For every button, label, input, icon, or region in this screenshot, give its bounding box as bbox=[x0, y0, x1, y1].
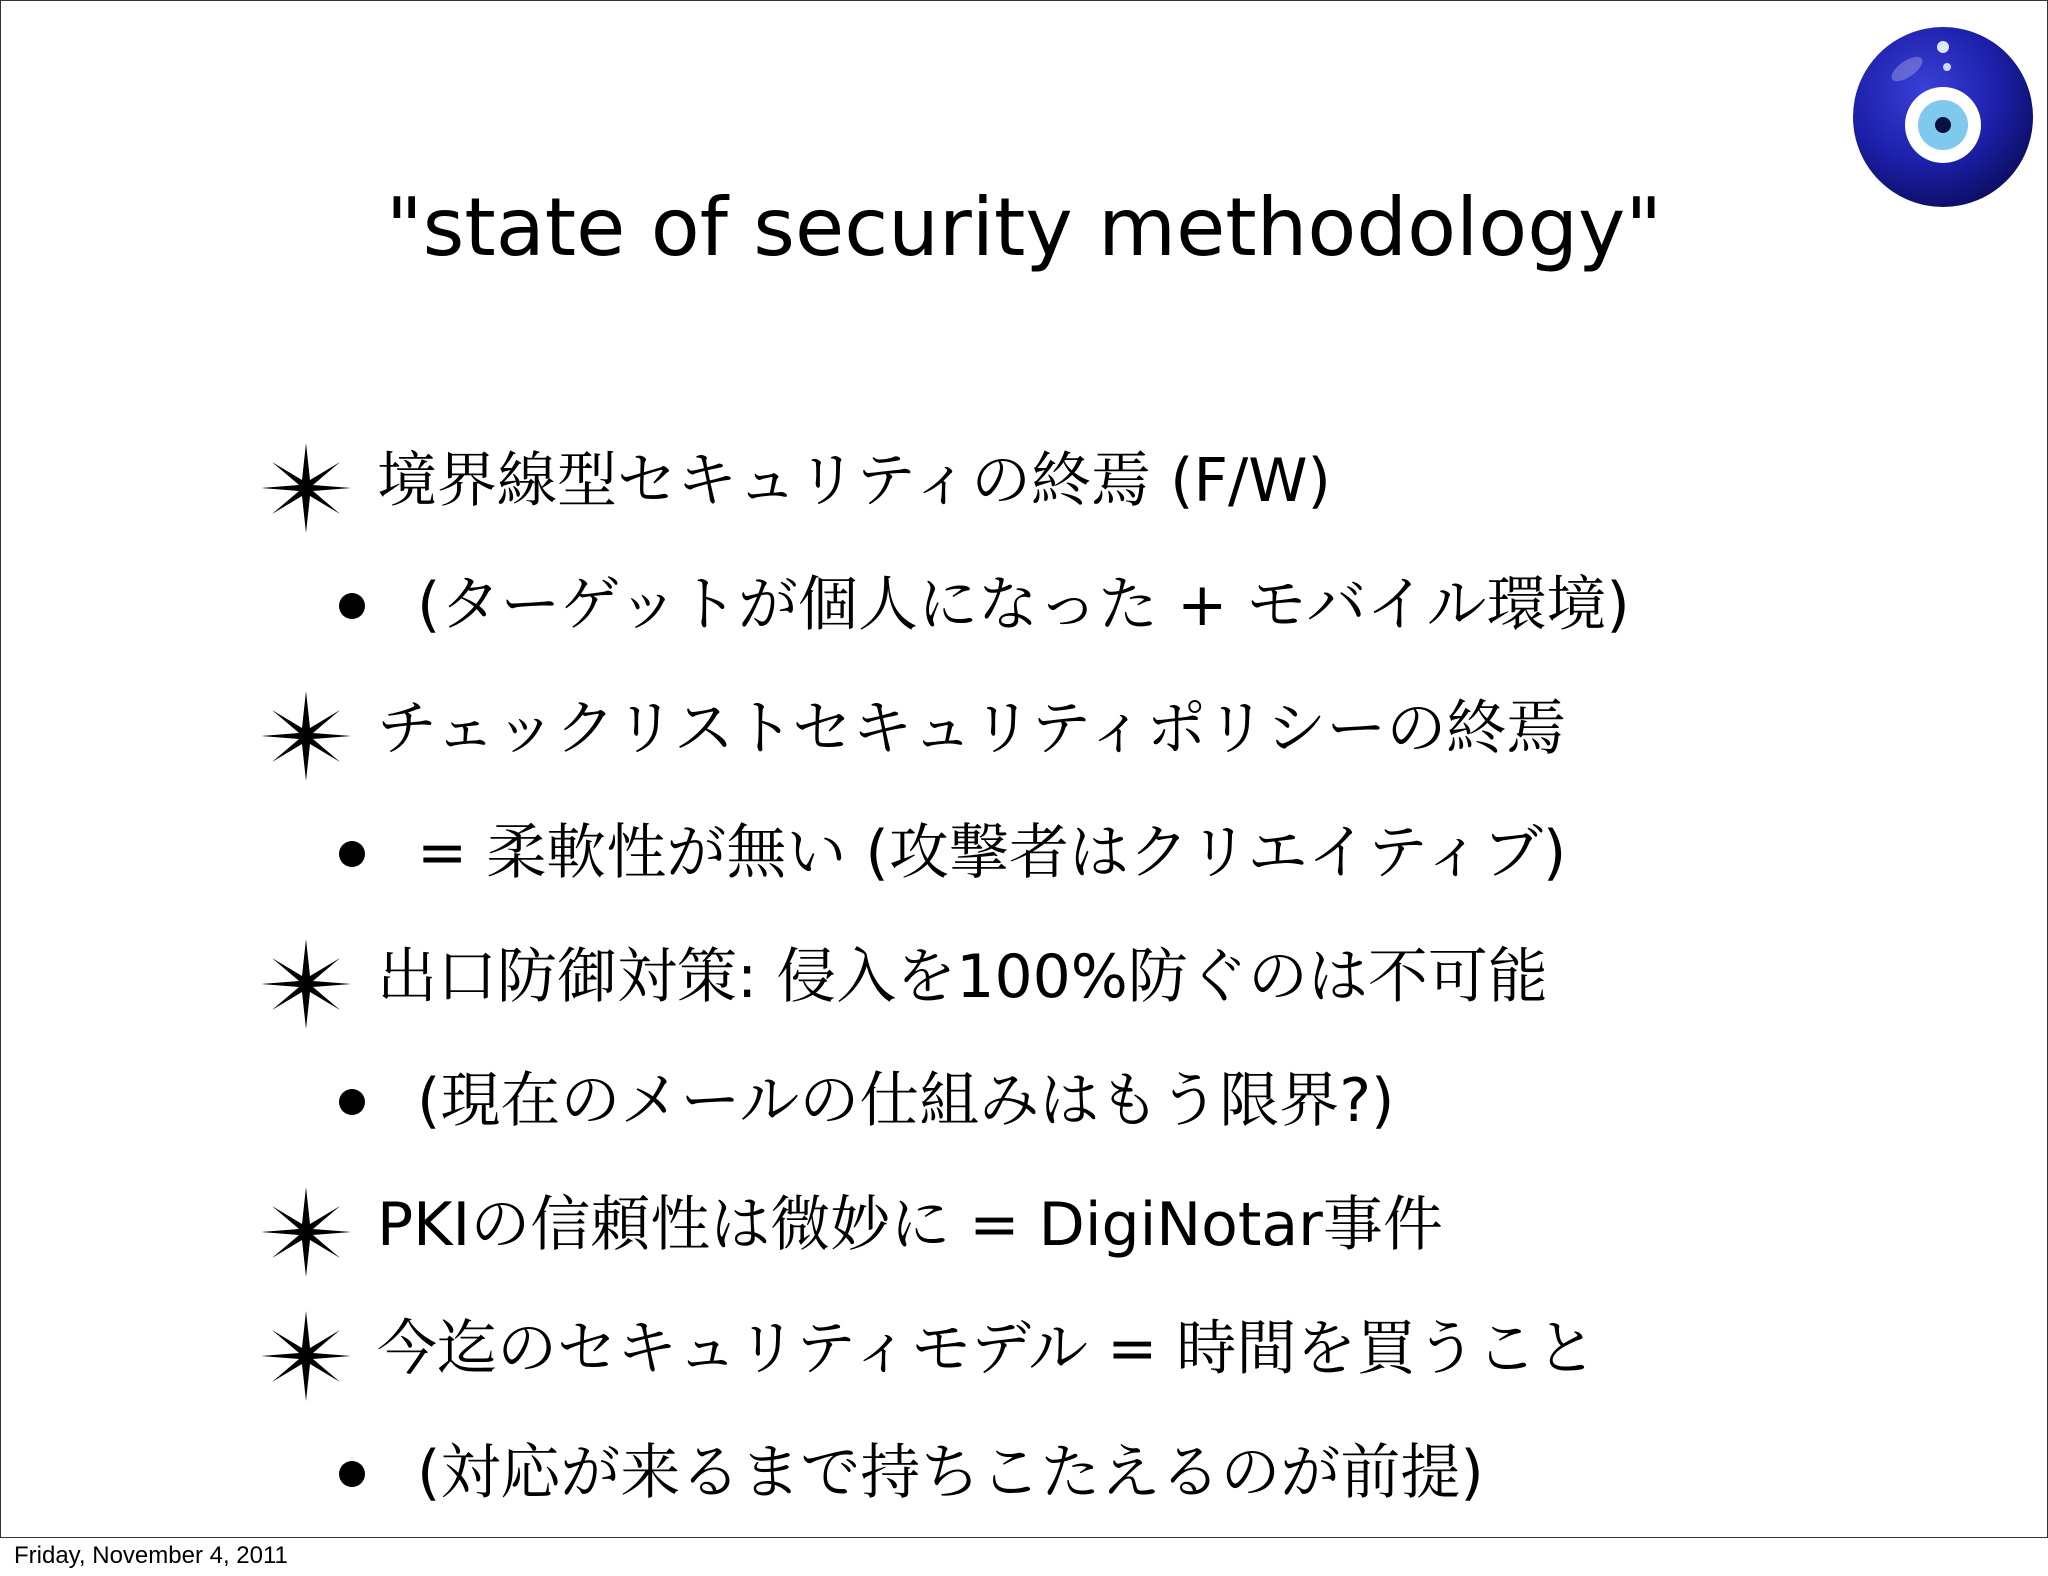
dot-bullet-icon bbox=[339, 1461, 365, 1487]
bullet-text: 出口防御対策: 侵入を100%防ぐのは不可能 bbox=[377, 942, 1548, 1012]
star-bullet-icon bbox=[261, 1187, 351, 1277]
dot-bullet-icon bbox=[339, 1089, 365, 1115]
bullet-text: チェックリストセキュリティポリシーの終焉 bbox=[377, 694, 1567, 764]
bullet-text: (現在のメールの仕組みはもう限界?) bbox=[417, 1066, 1395, 1136]
star-bullet-icon bbox=[261, 443, 351, 533]
bullet-text: PKIの信頼性は微妙に = DigiNotar事件 bbox=[377, 1190, 1443, 1260]
bullet-text: (ターゲットが個人になった + モバイル環境) bbox=[417, 570, 1630, 640]
star-bullet-icon bbox=[261, 1311, 351, 1401]
slide-title: "state of security methodology" bbox=[385, 181, 1663, 274]
dot-bullet-icon bbox=[339, 841, 365, 867]
bullet-text: 今迄のセキュリティモデル = 時間を買うこと bbox=[377, 1314, 1597, 1384]
bullet-text: = 柔軟性が無い (攻撃者はクリエイティブ) bbox=[417, 818, 1567, 888]
footer-date: Friday, November 4, 2011 bbox=[14, 1542, 288, 1569]
star-bullet-icon bbox=[261, 691, 351, 781]
dot-bullet-icon bbox=[339, 593, 365, 619]
evil-eye-amulet-icon bbox=[1845, 17, 2041, 213]
bullet-text: 境界線型セキュリティの終焉 (F/W) bbox=[377, 446, 1331, 516]
star-bullet-icon bbox=[261, 939, 351, 1029]
bullet-text: (対応が来るまで持ちこたえるのが前提) bbox=[417, 1438, 1484, 1508]
